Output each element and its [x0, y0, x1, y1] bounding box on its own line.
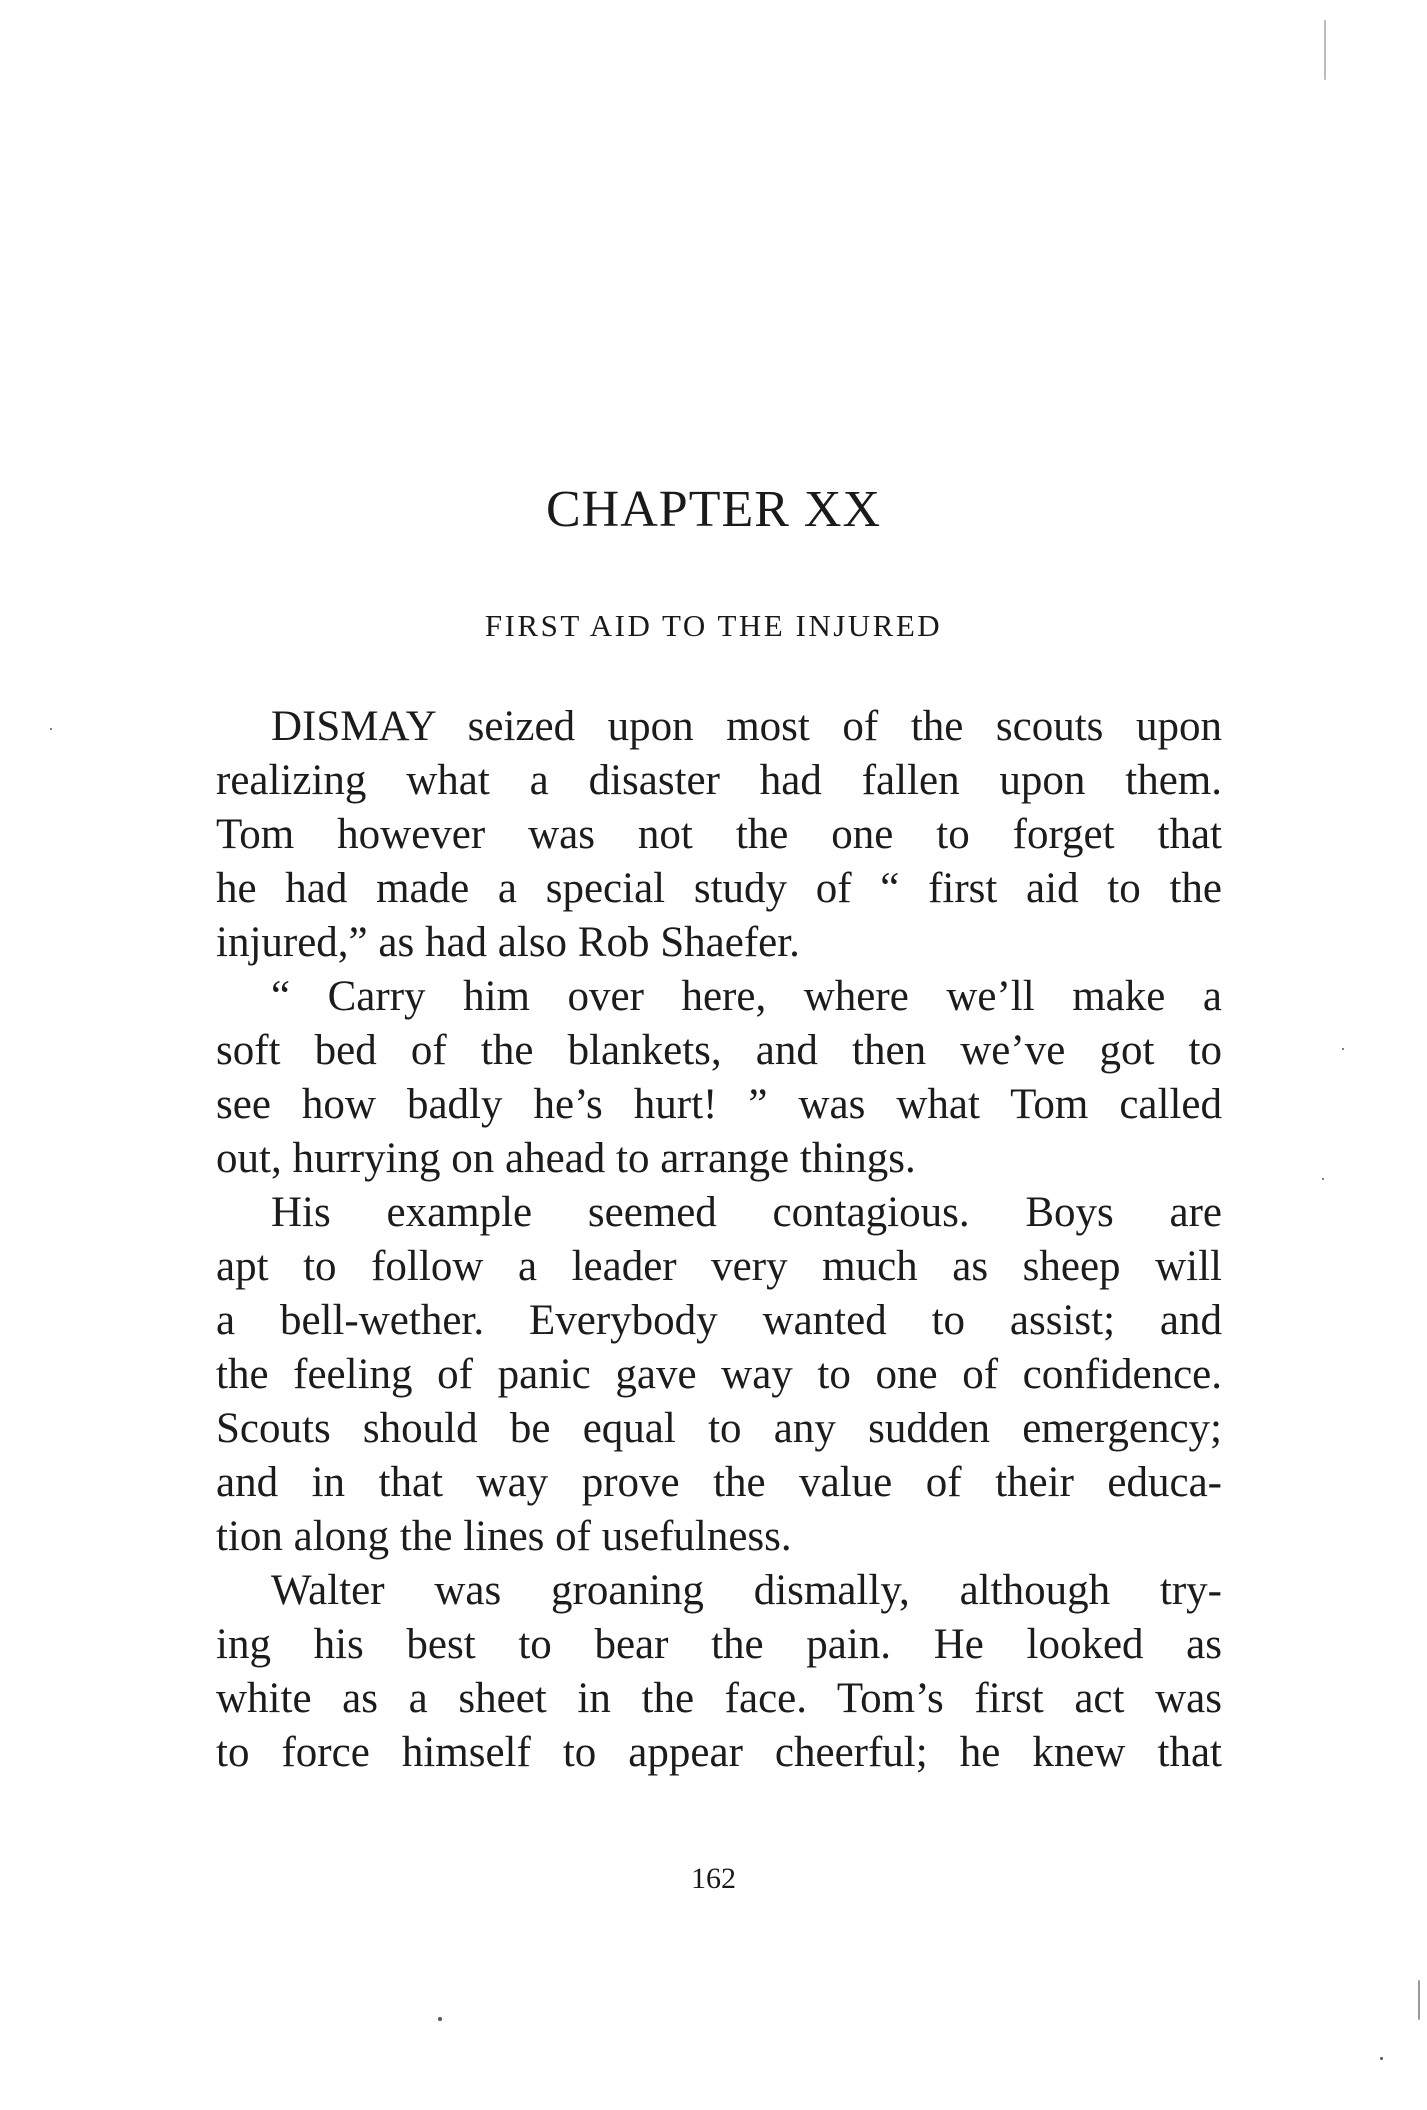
text-line: “ Carry him over here, where we’ll make a: [271, 973, 1222, 1020]
chapter-title: CHAPTER XX: [545, 481, 882, 538]
paper-speck: [1342, 1048, 1344, 1050]
text-line: tion along the lines of usefulness.: [216, 1513, 792, 1560]
text-line: DISMAY seized upon most of the scouts upon: [271, 703, 1222, 750]
paper-speck: [1380, 2057, 1383, 2060]
text-line: ing his best to bear the pain. He looked as: [216, 1621, 1222, 1668]
text-line: a bell-wether. Everybody wanted to assist; and: [216, 1297, 1222, 1344]
text-line: soft bed of the blankets, and then we’ve got to: [216, 1027, 1222, 1074]
text-line: Tom however was not the one to forget that: [216, 811, 1222, 858]
text-line: Walter was groaning dismally, although try-: [271, 1567, 1222, 1614]
text-line: realizing what a disaster had fallen upon them.: [216, 757, 1222, 804]
text-line: to force himself to appear cheerful; he knew that: [216, 1729, 1222, 1776]
text-line: white as a sheet in the face. Tom’s first act was: [216, 1675, 1222, 1722]
text-line: apt to follow a leader very much as sheep will: [216, 1243, 1222, 1290]
text-line: he had made a special study of “ first aid to the: [216, 865, 1222, 912]
text-line: out, hurrying on ahead to arrange things.: [216, 1135, 916, 1182]
paper-speck: [50, 728, 52, 730]
text-line: the feeling of panic gave way to one of confidence.: [216, 1351, 1222, 1398]
paper-edge-mark: [1418, 1980, 1420, 2020]
text-line: Scouts should be equal to any sudden emergency;: [216, 1405, 1222, 1452]
chapter-subtitle: FIRST AID TO THE INJURED: [484, 608, 943, 643]
text-line: see how badly he’s hurt! ” was what Tom called: [216, 1081, 1222, 1128]
paper-speck: [1322, 1178, 1324, 1180]
paper-speck: [438, 2017, 442, 2021]
page-number: 162: [691, 1862, 736, 1895]
paper-edge-mark: [1324, 20, 1326, 80]
text-line: and in that way prove the value of their educa-: [216, 1459, 1222, 1506]
text-line: injured,” as had also Rob Shaefer.: [216, 919, 800, 966]
text-line: His example seemed contagious. Boys are: [271, 1189, 1222, 1236]
